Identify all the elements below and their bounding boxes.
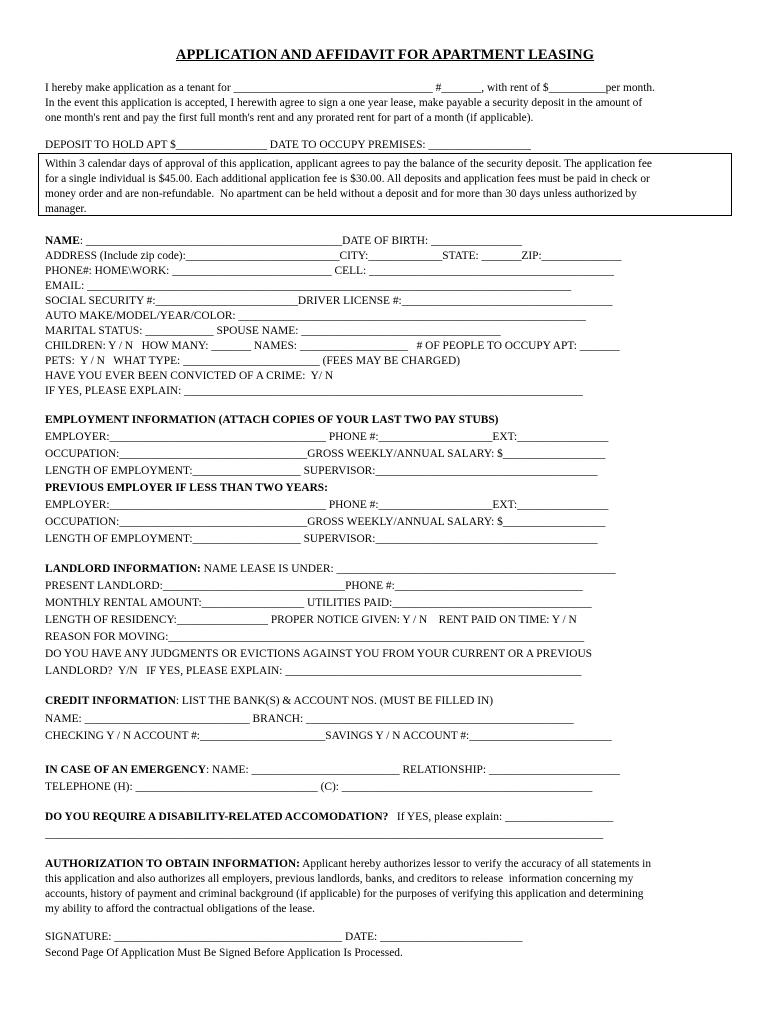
disability-line-2[interactable]: __________________________________________________________________________________________________ [45, 828, 604, 840]
name-field[interactable]: : _____________________________________________DATE OF BIRTH: ________________ [79, 235, 523, 247]
deposit-notice-box [38, 153, 732, 216]
credit-heading: CREDIT INFORMATION [45, 695, 176, 707]
notice-line-2: for a single individual is $45.00. Each additional application fee is $30.00. All deposits and application fees must be paid in check or [45, 173, 650, 185]
pets-line[interactable]: PETS: Y / N WHAT TYPE: ________________________ (FEES MAY BE CHARGED) [45, 355, 461, 367]
employer-line[interactable]: EMPLOYER:______________________________________ PHONE #:____________________EXT:________________ [45, 431, 609, 443]
authorization-text-1: Applicant hereby authorizes lessor to verify the accuracy of all statements in [299, 858, 652, 870]
disability-heading: DO YOU REQUIRE A DISABILITY-RELATED ACCOMODATION? [45, 811, 389, 823]
form-title: APPLICATION AND AFFIDAVIT FOR APARTMENT LEASING [175, 47, 595, 63]
name-line [45, 234, 522, 248]
previous-length-line[interactable]: LENGTH OF EMPLOYMENT:___________________ SUPERVISOR:_______________________________________ [45, 533, 598, 545]
landlord-heading: LANDLORD INFORMATION: [45, 563, 201, 575]
credit-heading-line [45, 694, 493, 708]
auto-line[interactable]: AUTO MAKE/MODEL/YEAR/COLOR: _____________________________________________________________ [45, 310, 586, 322]
accounts-line[interactable]: CHECKING Y / N ACCOUNT #:______________________SAVINGS Y / N ACCOUNT #:_________________________ [45, 730, 612, 742]
employment-heading: EMPLOYMENT INFORMATION (ATTACH COPIES OF YOUR LAST TWO PAY STUBS) [45, 414, 499, 426]
lease-name-field[interactable]: NAME LEASE IS UNDER: _________________________________________________ [200, 563, 616, 575]
intro-line-2: In the event this application is accepted, I herewith agree to sign a one year lease, make payable a security deposit in the amount of [45, 97, 643, 109]
crime-line[interactable]: HAVE YOU EVER BEEN CONVICTED OF A CRIME: Y/ N [45, 370, 334, 382]
credit-heading-rest: : LIST THE BANK(S) & ACCOUNT NOS. (MUST BE FILLED IN) [175, 695, 494, 707]
intro-line-3: one month's rent and pay the first full month's rent and any prorated rent for part of a month (if applicable). [45, 112, 534, 124]
notice-line-1: Within 3 calendar days of approval of this application, applicant agrees to pay the balance of the security deposit. The application fee [45, 158, 652, 170]
residency-line[interactable]: LENGTH OF RESIDENCY:________________ PROPER NOTICE GIVEN: Y / N RENT PAID ON TIME: Y / N [45, 614, 577, 626]
marital-line[interactable]: MARITAL STATUS: ____________ SPOUSE NAME: ___________________________________ [45, 325, 501, 337]
notice-line-3: money order and are non-refundable. No apartment can be held without a deposit and for more than 30 days unless authorized by [45, 188, 637, 200]
authorization-line-3: accounts, history of payment and criminal background (if applicable) for the purposes of verifying this application and determining [45, 888, 644, 900]
emergency-name-field[interactable]: : NAME: __________________________ RELATIONSHIP: _______________________ [205, 764, 620, 776]
bank-name-line[interactable]: NAME: _____________________________ BRANCH: _______________________________________________ [45, 713, 574, 725]
judgments-line-1: DO YOU HAVE ANY JUDGMENTS OR EVICTIONS AGAINST YOU FROM YOUR CURRENT OR A PREVIOUS [45, 648, 593, 660]
deposit-line: DEPOSIT TO HOLD APT $________________ DATE TO OCCUPY PREMISES: __________________ [45, 139, 531, 151]
previous-occupation-line[interactable]: OCCUPATION:_________________________________GROSS WEEKLY/ANNUAL SALARY: $__________________ [45, 516, 606, 528]
emergency-line [45, 763, 620, 777]
crime-explain-line[interactable]: IF YES, PLEASE EXPLAIN: ______________________________________________________________________ [45, 385, 583, 397]
landlord-heading-line [45, 562, 616, 576]
disability-explain-field[interactable]: If YES, please explain: ___________________ [388, 811, 614, 823]
employment-length-line[interactable]: LENGTH OF EMPLOYMENT:___________________ SUPERVISOR:_______________________________________ [45, 465, 598, 477]
address-line[interactable]: ADDRESS (Include zip code):___________________________CITY:_____________STATE: _______ZIP:______________ [45, 250, 622, 262]
judgments-line-2[interactable]: LANDLORD? Y/N IF YES, PLEASE EXPLAIN: ____________________________________________________ [45, 665, 582, 677]
email-line[interactable]: EMAIL: _____________________________________________________________________________________ [45, 280, 572, 292]
authorization-line-2: this application and also authorizes all employers, previous landlords, banks, and creditors to release information concerning my [45, 873, 634, 885]
present-landlord-line[interactable]: PRESENT LANDLORD:________________________________PHONE #:_________________________________ [45, 580, 583, 592]
authorization-line-4: my ability to afford the contractual obligations of the lease. [45, 903, 315, 915]
signature-note: Second Page Of Application Must Be Signed Before Application Is Processed. [45, 947, 403, 959]
phone-line[interactable]: PHONE#: HOME\WORK: ____________________________ CELL: ___________________________________________ [45, 265, 614, 277]
authorization-line-1 [45, 857, 651, 871]
previous-employer-heading: PREVIOUS EMPLOYER IF LESS THAN TWO YEARS: [45, 482, 328, 494]
signature-line[interactable]: SIGNATURE: ________________________________________ DATE: _________________________ [45, 931, 523, 943]
occupation-line[interactable]: OCCUPATION:_________________________________GROSS WEEKLY/ANNUAL SALARY: $__________________ [45, 448, 606, 460]
emergency-heading: IN CASE OF AN EMERGENCY [45, 764, 206, 776]
authorization-heading: AUTHORIZATION TO OBTAIN INFORMATION: [45, 858, 300, 870]
notice-line-4: manager. [45, 203, 87, 215]
disability-line [45, 810, 613, 824]
emergency-phone-line[interactable]: TELEPHONE (H): ________________________________ (C): ____________________________________________ [45, 781, 593, 793]
reason-moving-line[interactable]: REASON FOR MOVING:_________________________________________________________________________ [45, 631, 585, 643]
monthly-rent-line[interactable]: MONTHLY RENTAL AMOUNT:__________________ UTILITIES PAID:___________________________________ [45, 597, 592, 609]
ssn-line[interactable]: SOCIAL SECURITY #:_________________________DRIVER LICENSE #:_____________________________________ [45, 295, 613, 307]
children-line[interactable]: CHILDREN: Y / N HOW MANY: _______ NAMES: ___________________ # OF PEOPLE TO OCCUPY APT: _______ [45, 340, 620, 352]
intro-line-1: I hereby make application as a tenant for ___________________________________ #_______, with rent of $__________per month. [45, 82, 655, 94]
name-label: NAME [45, 235, 80, 247]
previous-employer-line[interactable]: EMPLOYER:______________________________________ PHONE #:____________________EXT:________________ [45, 499, 609, 511]
